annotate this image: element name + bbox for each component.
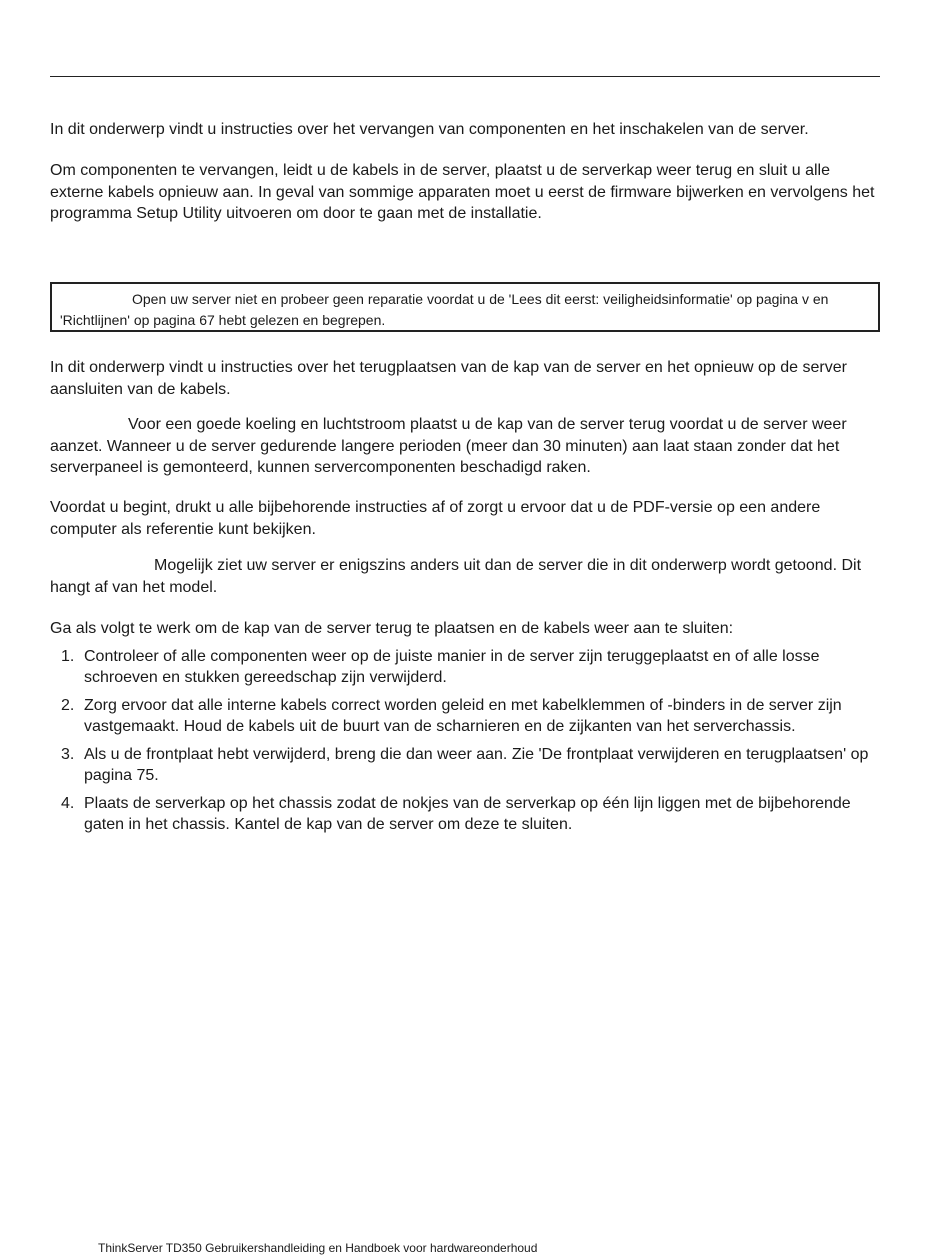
- page-footer: ThinkServer TD350 Gebruikershandleiding en Handboek voor hardwareonderhoud: [98, 1241, 538, 1255]
- header-rule: [50, 76, 880, 77]
- step-number: 3.: [61, 746, 75, 763]
- before-you-begin-paragraph: Voordat u begint, drukt u alle bijbehorende instructies af of zorgt u ervoor dat u de PDF-versie op een andere computer als referentie kunt bekijken.: [50, 499, 821, 538]
- step-number: 1.: [61, 648, 75, 665]
- step-number: 2.: [61, 697, 75, 714]
- step-text: Controleer of alle componenten weer op de juiste manier in de server zijn teruggeplaatst en of alle losse schroeven en stukken gereedschap zijn verwijderd.: [84, 648, 820, 686]
- steps-list: [50, 646, 880, 842]
- step-number: 4.: [61, 795, 75, 812]
- step-item: [50, 744, 880, 786]
- intro-paragraph: In dit onderwerp vindt u instructies over het vervangen van componenten en het inschakelen van de server.: [50, 121, 809, 138]
- note-paragraph: Mogelijk ziet uw server er enigszins anders uit dan de server die in dit onderwerp wordt getoond. Dit hangt af van het model.: [50, 557, 862, 596]
- step-text: Zorg ervoor dat alle interne kabels correct worden geleid en met kabelklemmen of -binders in de server zijn vastgemaakt. Houd de kabels uit de buurt van de scharnieren en de zijkanten van het serverchassis.: [84, 697, 842, 735]
- step-item: [50, 695, 880, 737]
- steps-intro-paragraph: Ga als volgt te werk om de kap van de server terug te plaatsen en de kabels weer aan te sluiten:: [50, 620, 734, 637]
- caution-text: Open uw server niet en probeer geen reparatie voordat u de 'Lees dit eerst: veiligheidsinformatie' op pagina v en 'Richtlijnen' op pagina 67 hebt gelezen en begrepen.: [60, 291, 829, 328]
- step-item: [50, 646, 880, 688]
- caution-box: [50, 282, 880, 332]
- attention-paragraph: Voor een goede koeling en luchtstroom plaatst u de kap van de server terug voordat u de server weer aanzet. Wanneer u de server gedurende langere perioden (meer dan 30 minuten) aan laat staan zonder dat het serverpaneel is gemonteerd, kunnen servercomponenten beschadigd raken.: [50, 416, 847, 476]
- topic-intro-paragraph: In dit onderwerp vindt u instructies over het terugplaatsen van de kap van de server en het opnieuw op de server aansluiten van de kabels.: [50, 359, 847, 398]
- step-text: Plaats de serverkap op het chassis zodat de nokjes van de serverkap op één lijn liggen met de bijbehorende gaten in het chassis. Kantel de kap van de server om deze te sluiten.: [84, 795, 851, 833]
- step-text: Als u de frontplaat hebt verwijderd, breng die dan weer aan. Zie 'De frontplaat verwijderen en terugplaatsen' op pagina 75.: [84, 746, 869, 784]
- step-item: [50, 793, 880, 835]
- summary-paragraph: Om componenten te vervangen, leidt u de kabels in de server, plaatst u de serverkap weer terug en sluit u alle externe kabels opnieuw aan. In geval van sommige apparaten moet u eerst de firmware bijwerken en vervolgens het programma Setup Utility uitvoeren om door te gaan met de installatie.: [50, 162, 875, 222]
